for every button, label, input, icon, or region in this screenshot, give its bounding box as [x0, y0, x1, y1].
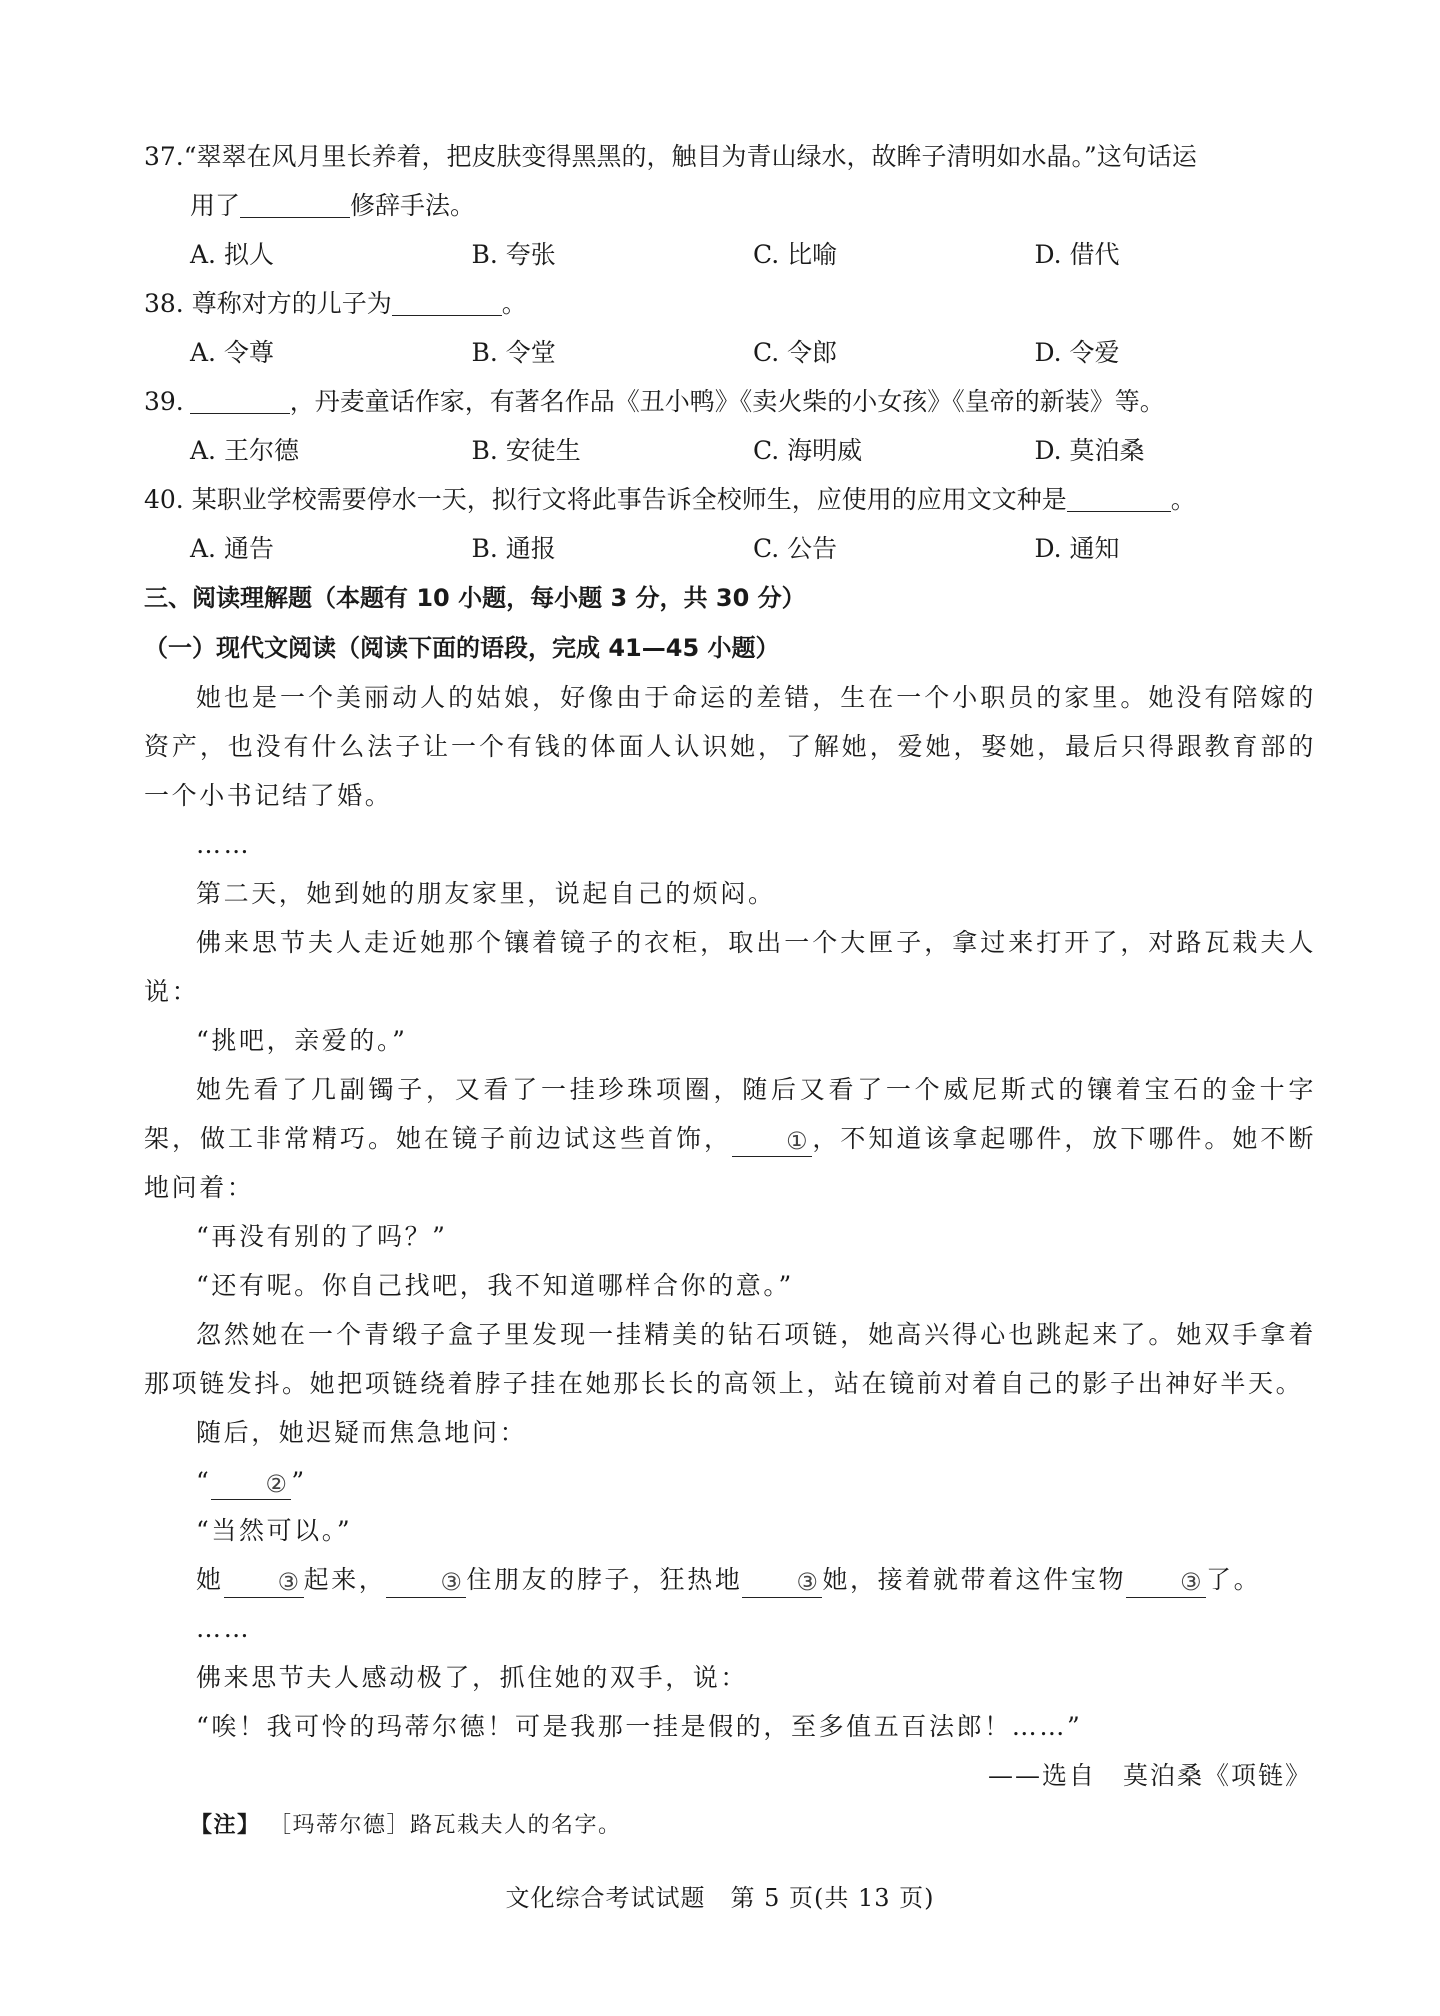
blank-3[interactable]: ③ [386, 1567, 466, 1598]
passage-paragraph: 佛来思节夫人感动极了，抓住她的双手，说： [196, 1663, 749, 1692]
footnote-text: ［玛蒂尔德］路瓦栽夫人的名字。 [269, 1813, 622, 1838]
passage-dialogue: “挑吧，亲爱的。” [196, 1026, 408, 1055]
subsection-title: （一）现代文阅读（阅读下面的语段，完成 41—45 小题） [144, 634, 780, 662]
passage-source: ——选自 莫泊桑《项链》 [987, 1761, 1312, 1790]
passage-paragraph: 她也是一个美丽动人的姑娘，好像由于命运的差错，生在一个小职员的家里。她没有陪嫁的资产，也没有什么法子让一个有钱的体面人认识她，了解她，爱她，娶她，最后只得跟教育部的一个小书记结了婚。 [144, 683, 1316, 810]
option-b[interactable]: B. 安徒生 [471, 436, 581, 465]
question-40: 40. 某职业学校需要停水一天，拟行文将此事告诉全校师生，应使用的应用文文种是 。 [144, 485, 1196, 514]
option-a[interactable]: A. 令尊 [190, 338, 274, 367]
option-d[interactable]: D. 借代 [1034, 240, 1120, 269]
option-c[interactable]: C. 公告 [753, 534, 838, 563]
question-37-cont: 用了 修辞手法。 [190, 191, 476, 220]
option-a[interactable]: A. 通告 [190, 534, 274, 563]
passage-paragraph: 随后，她迟疑而焦急地问： [196, 1418, 528, 1447]
question-39: 39. ，丹麦童话作家，有著名作品《丑小鸭》《卖火柴的小女孩》《皇帝的新装》等。 [144, 387, 1165, 416]
passage-paragraph: 她先看了几副镯子，又看了一挂珍珠项圈，随后又看了一个威尼斯式的镶着宝石的金十字架，做工非常精巧。她在镜子前边试这些首饰， ①，不知道该拿起哪件，放下哪件。她不断地问着： [144, 1075, 1316, 1202]
passage-dialogue: “还有呢。你自己找吧，我不知道哪样合你的意。” [196, 1271, 794, 1300]
blank-3[interactable]: ③ [224, 1567, 304, 1598]
option-a[interactable]: A. 拟人 [190, 240, 274, 269]
option-c[interactable]: C. 海明威 [753, 436, 863, 465]
option-a[interactable]: A. 王尔德 [190, 436, 299, 465]
blank-3[interactable]: ③ [742, 1567, 822, 1598]
option-b[interactable]: B. 令堂 [471, 338, 556, 367]
blank-3[interactable]: ③ [1126, 1567, 1206, 1598]
question-38-options [144, 328, 1316, 377]
passage-ellipsis: …… [196, 1614, 252, 1643]
passage-paragraph: 忽然她在一个青缎子盒子里发现一挂精美的钻石项链，她高兴得心也跳起来了。她双手拿着那项链发抖。她把项链绕着脖子挂在她那长长的高领上，站在镜前对着自己的影子出神好半天。 [144, 1320, 1316, 1398]
question-38: 38. 尊称对方的儿子为 。 [144, 289, 527, 318]
option-d[interactable]: D. 令爱 [1034, 338, 1120, 367]
passage-dialogue: “ ②” [196, 1467, 307, 1498]
option-d[interactable]: D. 莫泊桑 [1034, 436, 1145, 465]
question-37: 37.“翠翠在风月里长养着，把皮肤变得黑黑的，触目为青山绿水，故眸子清明如水晶。”这句话运 [144, 142, 1197, 171]
page-footer: 文化综合考试试题 第 5 页(共 13 页) [505, 1884, 935, 1912]
answer-blank[interactable] [190, 387, 290, 414]
section-title: 三、阅读理解题（本题有 10 小题，每小题 3 分，共 30 分） [144, 584, 806, 612]
reading-passage [144, 673, 1316, 1751]
passage-dialogue: “当然可以。” [196, 1516, 353, 1545]
question-39-options [144, 426, 1316, 475]
blank-2[interactable]: ② [211, 1469, 291, 1500]
blank-1[interactable]: ① [732, 1126, 812, 1157]
option-c[interactable]: C. 比喻 [753, 240, 838, 269]
passage-dialogue: “唉！我可怜的玛蒂尔德！可是我那一挂是假的，至多值五百法郎！……” [196, 1712, 1083, 1741]
question-40-options [144, 524, 1316, 573]
passage-paragraph: 佛来思节夫人走近她那个镶着镜子的衣柜，取出一个大匣子，拿过来打开了，对路瓦栽夫人说： [144, 928, 1316, 1006]
question-37-options [144, 230, 1316, 279]
passage-dialogue: “再没有别的了吗？” [196, 1222, 448, 1251]
page-content [144, 132, 1316, 1850]
passage-ellipsis: …… [196, 830, 252, 859]
footnote-label: 【注】 [190, 1813, 261, 1838]
option-c[interactable]: C. 令郎 [753, 338, 838, 367]
answer-blank[interactable] [1067, 485, 1171, 512]
passage-paragraph: 她 ③起来， ③住朋友的脖子，狂热地 ③她，接着就带着这件宝物 ③了。 [196, 1565, 1262, 1596]
answer-blank[interactable] [240, 191, 350, 218]
option-d[interactable]: D. 通知 [1034, 534, 1120, 563]
footnote [144, 1802, 1316, 1850]
option-b[interactable]: B. 通报 [471, 534, 556, 563]
option-b[interactable]: B. 夸张 [471, 240, 556, 269]
answer-blank[interactable] [392, 289, 502, 316]
passage-paragraph: 第二天，她到她的朋友家里，说起自己的烦闷。 [196, 879, 776, 908]
